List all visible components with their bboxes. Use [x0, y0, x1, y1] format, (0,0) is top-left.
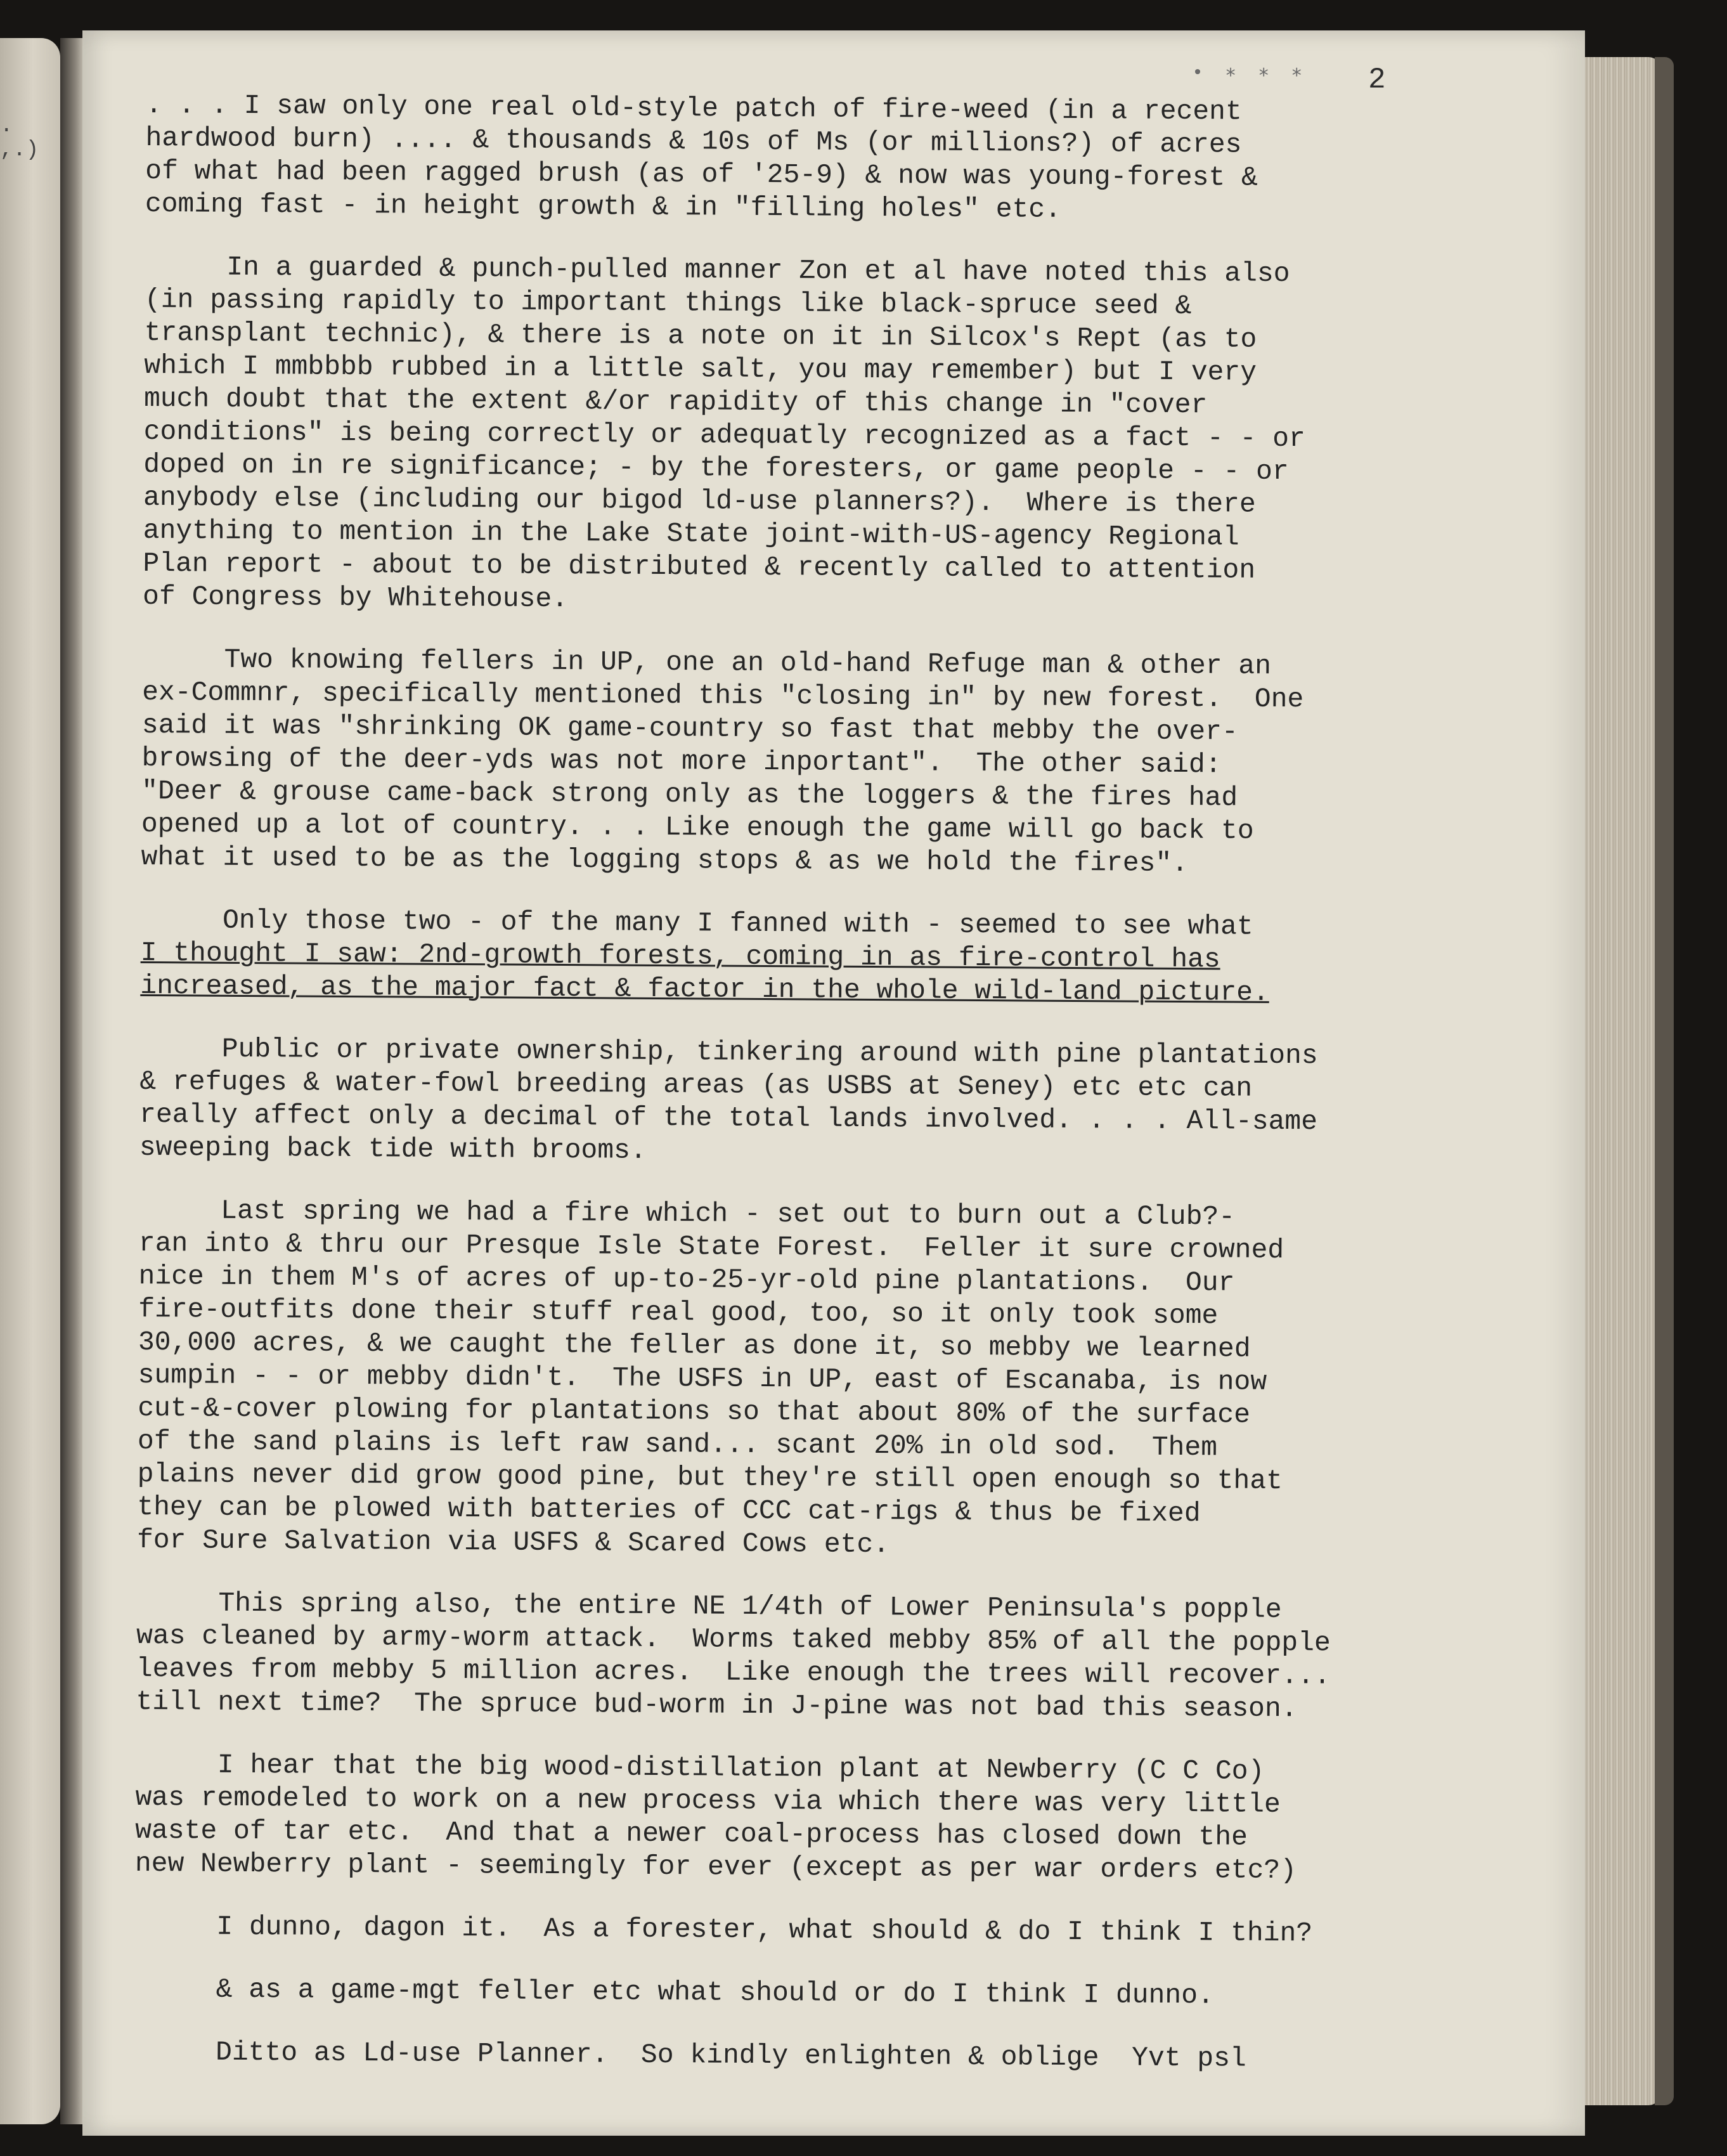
text-line: fire-outfits done their stuff real good, too, so it only took some [138, 1293, 1219, 1332]
text-line: ex-Commnr, specifically mentioned this "closing in" by new forest. One [142, 676, 1304, 715]
text-line: & refuges & water-fowl breeding areas (as USBS at Seney) etc etc can [139, 1065, 1253, 1104]
paragraph [145, 89, 1509, 229]
text-line: 30,000 acres, & we caught the feller as done it, so mebby we learned [138, 1326, 1251, 1365]
text-line: much doubt that the extent &/or rapidity of this change in "cover [143, 382, 1208, 421]
text-line: I dunno, dagon it. As a forester, what should & do I think I thin? [134, 1910, 1313, 1949]
text-line: I hear that the big wood-distillation plant at Newberry (C C Co) [135, 1748, 1265, 1787]
closing-line [134, 2036, 1497, 2077]
underlined-text-line: I thought I saw: 2nd-growth forests, coming in as fire-control has [140, 937, 1220, 975]
text-line: what it used to be as the logging stops & as we hold the fires". [141, 841, 1189, 880]
text-line: of what had been ragged brush (as of '25-9) & now was young-forest & [145, 155, 1258, 193]
paragraph [134, 1973, 1497, 2014]
text-line: Only those two - of the many I fanned with - seemed to see what [140, 904, 1253, 942]
text-line: nice in them M's of acres of up-to-25-yr-old pine plantations. Our [138, 1260, 1235, 1299]
text-line: coming fast - in height growth & in "filling holes" etc. [145, 188, 1062, 225]
paragraph [135, 1748, 1499, 1888]
text-line: waste of tar etc. And that a newer coal-process has closed down the [135, 1814, 1248, 1853]
text-line: transplant technic), & there is a note on it in Silcox's Rept (as to [144, 316, 1257, 355]
text-line: new Newberry plant - seemingly for ever (except as per war orders etc?) [134, 1847, 1297, 1886]
page-stack-edges [1585, 57, 1661, 2105]
text-line: Plan report - about to be distributed & recently called to attention [143, 547, 1256, 586]
paragraph [140, 904, 1504, 1011]
text-line: . . . I saw only one real old-style patch of fire-weed (in a recent [145, 89, 1242, 127]
text-line: "Deer & grouse came-back strong only as the loggers & the fires had [141, 775, 1238, 814]
text-line: said it was "shrinking OK game-country so fast that mebby the over- [141, 709, 1238, 748]
text-line: Ditto as Ld-use Planner. So kindly enlighten & oblige Yvt psl [133, 2036, 1246, 2074]
paragraph [137, 1194, 1502, 1565]
left-page-edge [0, 38, 60, 2124]
text-line: which I mmbbbb rubbed in a little salt, you may remember) but I very [144, 349, 1257, 388]
text-line: of the sand plains is left raw sand... scant 20% in old sod. Them [137, 1425, 1218, 1464]
paragraph [136, 1587, 1499, 1727]
text-line: anybody else (including our bigod ld-use planners?). Where is there [143, 481, 1256, 520]
paragraph [141, 643, 1505, 882]
paragraph [134, 1910, 1497, 1951]
underlined-text-line: increased, as the major fact & factor in the whole wild-land picture. [140, 970, 1269, 1008]
text-line: till next time? The spruce bud-worm in J-pine was not bad this season. [136, 1685, 1298, 1725]
text-line: opened up a lot of country. . . Like enough the game will go back to [141, 808, 1254, 847]
paragraph [139, 1032, 1503, 1172]
book-cover-edge [1655, 57, 1674, 2105]
text-line: plains never did grow good pine, but they're still open enough so that [137, 1458, 1283, 1497]
text-line: they can be plowed with batteries of CCC cat-rigs & thus be fixed [137, 1491, 1201, 1529]
text-line: hardwood burn) .... & thousands & 10s of Ms (or millions?) of acres [145, 122, 1242, 160]
text-line: cut-&-cover plowing for plantations so that about 80% of the surface [138, 1392, 1251, 1431]
text-line: was cleaned by army-worm attack. Worms taked mebby 85% of all the popple [136, 1620, 1331, 1659]
text-line: conditions" is being correctly or adequatly recognized as a fact - - or [143, 415, 1305, 455]
text-line: Last spring we had a fire which - set out to burn out a Club?- [139, 1194, 1236, 1233]
text-line: & as a game-mgt feller etc what should or do I think I dunno. [134, 1973, 1214, 2011]
text-line: Public or private ownership, tinkering around with pine plantations [139, 1032, 1318, 1072]
text-line: This spring also, the entire NE 1/4th of Lower Peninsula's popple [136, 1587, 1282, 1625]
text-line: (in passing rapidly to important things like black-spruce seed & [144, 283, 1192, 322]
text-line: browsing of the deer-yds was not more inportant". The other said: [141, 742, 1222, 781]
text-line: In a guarded & punch-pulled manner Zon et al have noted this also [145, 250, 1290, 290]
text-line: Two knowing fellers in UP, one an old-hand Refuge man & other an [142, 643, 1272, 682]
text-line: doped on in re significance; - by the foresters, or game people - - or [143, 448, 1289, 488]
text-line: sumpin - - or mebby didn't. The USFS in UP, east of Escanaba, is now [138, 1359, 1267, 1398]
text-line: ran into & thru our Presque Isle State Forest. Feller it sure crowned [138, 1227, 1284, 1266]
left-page-fragment: . ,.) [0, 114, 39, 162]
text-line: leaves from mebby 5 million acres. Like enough the trees will recover... [136, 1653, 1331, 1692]
text-line: anything to mention in the Lake State joint-with-US-agency Regional [143, 514, 1239, 553]
letter-body [134, 89, 1509, 2107]
book-gutter [60, 38, 86, 2124]
text-line: sweeping back tide with brooms. [139, 1131, 647, 1166]
paragraph [143, 250, 1508, 621]
page-number: 2 [1368, 63, 1386, 96]
top-marks: • ∗ ∗ ∗ [1192, 63, 1308, 84]
text-line: was remodeled to work on a new process via which there was very little [135, 1781, 1281, 1820]
text-line: for Sure Salvation via USFS & Scared Cows etc. [136, 1524, 890, 1561]
text-line: really affect only a decimal of the total lands involved. . . . All-same [139, 1098, 1318, 1138]
text-line: of Congress by Whitehouse. [142, 580, 569, 615]
